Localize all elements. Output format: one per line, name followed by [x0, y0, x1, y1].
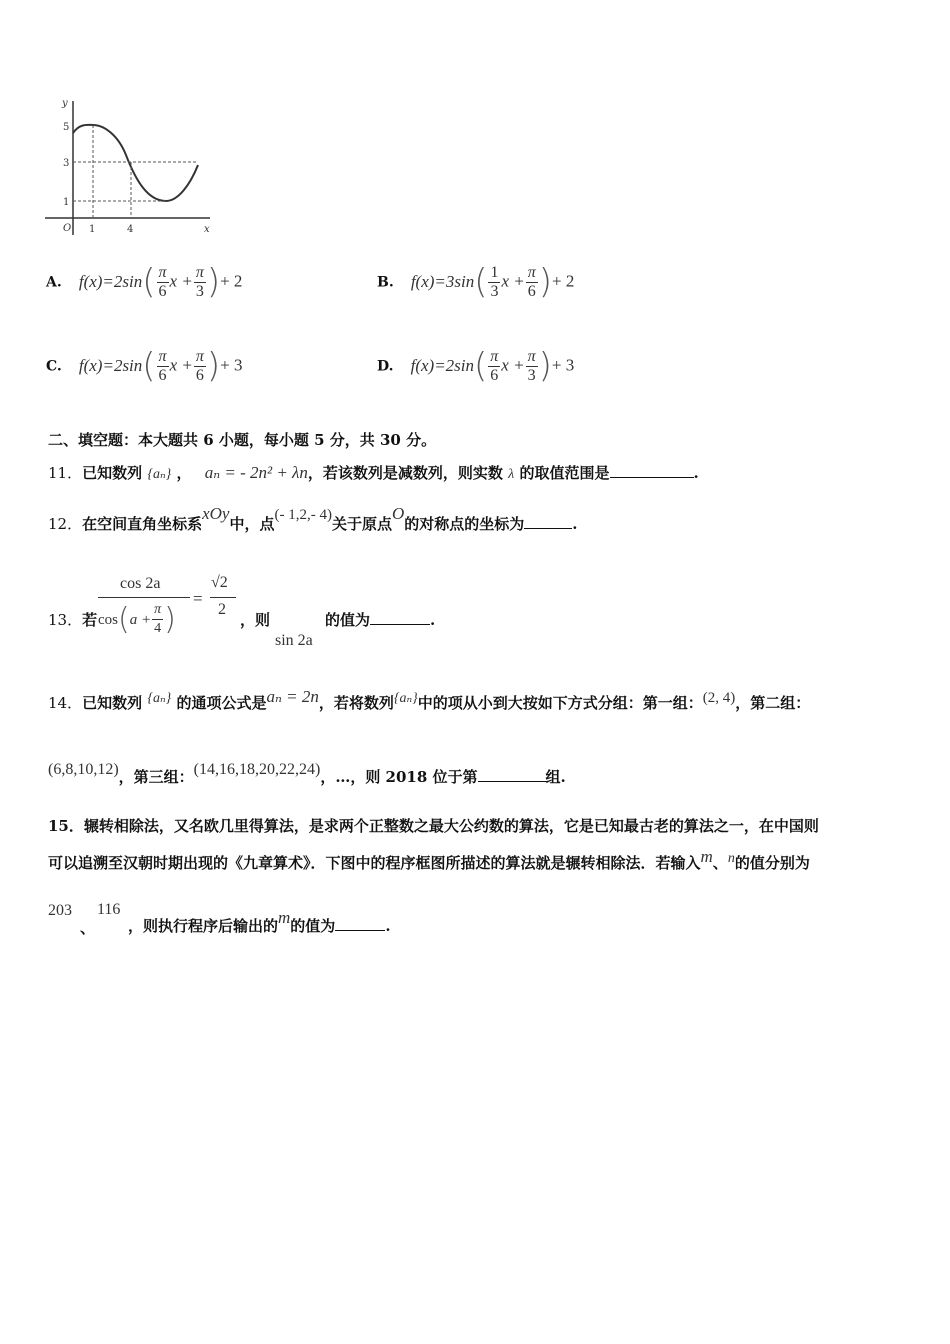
option-c-den1: 6: [157, 366, 169, 385]
q13-denominator: cos(a + $\frac{\pi}{4}$ ): [98, 602, 176, 637]
option-a-mid: x +: [169, 271, 193, 291]
y-axis-label: y: [62, 98, 68, 109]
question-11: [48, 462, 699, 483]
q14-group2: (6,8,10,12): [48, 761, 119, 778]
q12-number: 12．: [48, 515, 83, 533]
q12-plane: xOy: [202, 504, 230, 523]
q14-text3: ，若将数列: [318, 694, 394, 712]
option-a[interactable]: A. f(x)=2sin( $\frac{\pi}{6}$ x + $\frac{\pi}{3}$ )+ 2: [46, 262, 243, 302]
q13-text3: 的值为: [325, 611, 371, 629]
q14-seq: {aₙ}: [147, 691, 172, 706]
option-c-label: C.: [46, 358, 62, 375]
q15-dun: 、: [80, 919, 96, 937]
option-a-num1: π: [158, 263, 167, 281]
option-a-lhs: f(x)=2sin: [78, 271, 143, 291]
q14-seq2: {aₙ}: [393, 691, 418, 706]
q14-text2: 的通项公式是: [176, 694, 267, 712]
q15-line1: 15．辗转相除法，又名欧几里得算法，是求两个正整数之最大公约数的算法，它是已知最古老的算法之一，在中国则: [48, 817, 819, 835]
q12-text4: 的对称点的坐标为: [404, 515, 525, 533]
q13-text1: 若: [82, 611, 98, 629]
q15-m2: m: [278, 908, 291, 927]
q15-sep: 、: [712, 854, 728, 872]
y-tick-3: 3: [63, 158, 70, 169]
q13-number: 13．: [48, 611, 83, 629]
q11-lambda: λ: [508, 467, 515, 482]
q13-den-prefix: cos: [98, 612, 118, 628]
q11-answer-blank[interactable]: [610, 465, 694, 478]
option-b-den1: 3: [490, 282, 499, 300]
q14-text7: ，…，则 2018 位于第: [320, 768, 478, 786]
q11-end: .: [693, 464, 699, 482]
q15-line2b: 的值分别为: [734, 854, 810, 872]
option-c-lhs: f(x)=2sin: [78, 355, 143, 375]
q15-text4: 的值为: [290, 917, 336, 935]
q13-two: 2: [218, 601, 226, 618]
option-b[interactable]: B. f(x)=3sin( $\frac{1}{3}$ x + $\frac{\pi}{6}$ )+ 2: [377, 262, 575, 302]
q15-line2a: 可以追溯至汉朝时期出现的《九章算术》．下图中的程序框图所描述的算法就是辗转相除法．若输入: [48, 854, 701, 872]
question-12: [48, 504, 578, 534]
q11-text1: 已知数列: [82, 464, 143, 482]
option-a-den1: 6: [157, 282, 169, 301]
q14-text6: ，第三组：: [118, 768, 194, 786]
q12-text1: 在空间直角坐标系: [82, 515, 203, 533]
option-b-den2: 6: [526, 282, 538, 301]
q12-text2: 中，点: [229, 515, 275, 533]
q11-text3: ，若该数列是减数列，则实数: [307, 464, 503, 482]
q12-end: .: [572, 515, 578, 533]
q13-fraction-bar: [98, 597, 190, 598]
q14-end: 组.: [545, 768, 566, 786]
question-14-line1: [48, 687, 811, 713]
option-a-tail: + 2: [220, 271, 243, 291]
q15-line3: [128, 908, 391, 936]
option-d-den2: 3: [526, 366, 538, 385]
option-d-tail: + 3: [551, 355, 575, 375]
option-a-num2: π: [195, 263, 204, 281]
q13-text2: ，则: [240, 611, 271, 629]
option-b-label: B.: [377, 274, 394, 291]
option-d-den1: 6: [488, 366, 500, 385]
q13-den-inner: a +: [129, 612, 152, 628]
q14-number: 14．: [48, 694, 83, 712]
q13-rhs-bar: [210, 597, 236, 598]
q11-formula: aₙ = - 2n² + λn: [204, 463, 308, 482]
q13-end: .: [430, 611, 436, 629]
q12-text3: 关于原点: [331, 515, 392, 533]
q15-line2: [48, 847, 810, 873]
q13-tail: [325, 609, 435, 630]
sine-curve: [73, 125, 198, 201]
q12-origin: O: [392, 504, 405, 523]
option-b-lhs: f(x)=3sin: [410, 271, 475, 291]
q12-point: (- 1,2,- 4): [274, 507, 332, 523]
option-a-den2: 3: [194, 282, 206, 301]
option-b-mid: x +: [501, 271, 525, 291]
option-c-tail: + 3: [220, 355, 243, 375]
q12-answer-blank[interactable]: [524, 516, 572, 529]
q15-end: .: [385, 917, 391, 935]
q15-value-203: 203: [48, 902, 72, 919]
option-b-tail: + 2: [552, 271, 575, 291]
q13-numerator: cos 2a: [120, 575, 161, 592]
option-a-label: A.: [46, 274, 62, 291]
q13-answer-blank[interactable]: [370, 612, 430, 625]
q13-number-line: [48, 609, 97, 630]
q14-text4: 中的项从小到大按如下方式分组：第一组：: [417, 694, 703, 712]
q15-answer-blank[interactable]: [335, 918, 385, 931]
q14-group3: (14,16,18,20,22,24): [193, 761, 321, 778]
question-14-line2: [48, 761, 566, 787]
option-c-num1: π: [158, 347, 167, 365]
option-c[interactable]: C. f(x)=2sin( $\frac{\pi}{6}$ x + $\frac{\pi}{6}$ )+ 3: [46, 346, 243, 386]
q13-equals: =: [193, 589, 203, 608]
option-c-den2: 6: [194, 366, 206, 385]
q15-text3: ，则执行程序后输出的: [128, 917, 279, 935]
option-b-num2: π: [527, 263, 536, 281]
option-c-mid: x +: [169, 355, 193, 375]
q11-text2: ，: [176, 464, 192, 482]
q14-answer-blank[interactable]: [478, 769, 546, 782]
x-tick-1: 1: [89, 224, 96, 235]
option-d-mid: x +: [501, 355, 525, 375]
q11-number: 11．: [48, 464, 83, 482]
q14-text1: 已知数列: [82, 694, 143, 712]
q13-pi: π: [154, 602, 162, 617]
option-c-num2: π: [195, 347, 204, 365]
function-graph: [40, 95, 220, 245]
q15-n: n: [727, 851, 735, 866]
x-axis-label: x: [204, 224, 210, 235]
q14-formula: aₙ = 2n: [266, 687, 319, 706]
q11-seq: {aₙ}: [147, 467, 172, 482]
y-tick-1: 1: [63, 197, 70, 208]
q15-value-116: 116: [97, 901, 121, 918]
q11-text4: 的取值范围是: [519, 464, 610, 482]
option-d-label: D.: [377, 358, 394, 375]
x-tick-4: 4: [127, 224, 134, 235]
q13-sqrt2: √2: [211, 574, 228, 591]
option-d-num1: π: [490, 347, 499, 365]
option-d-num2: π: [527, 347, 536, 365]
q15-m: m: [700, 847, 713, 866]
section-title: 二、填空题：本大题共 6 小题，每小题 5 分，共 30 分。: [48, 431, 437, 449]
q14-group1: (2, 4): [702, 690, 736, 706]
option-b-num1: 1: [490, 263, 499, 281]
option-d-lhs: f(x)=2sin: [410, 355, 475, 375]
q13-sin2a: sin 2a: [275, 632, 313, 649]
q13-four: 4: [152, 619, 163, 638]
q14-text5: ，第二组：: [735, 694, 811, 712]
option-d[interactable]: D. f(x)=2sin( $\frac{\pi}{6}$ x + $\frac{\pi}{3}$ )+ 3: [377, 346, 575, 386]
y-tick-5: 5: [63, 122, 70, 133]
origin-label: O: [63, 223, 72, 234]
